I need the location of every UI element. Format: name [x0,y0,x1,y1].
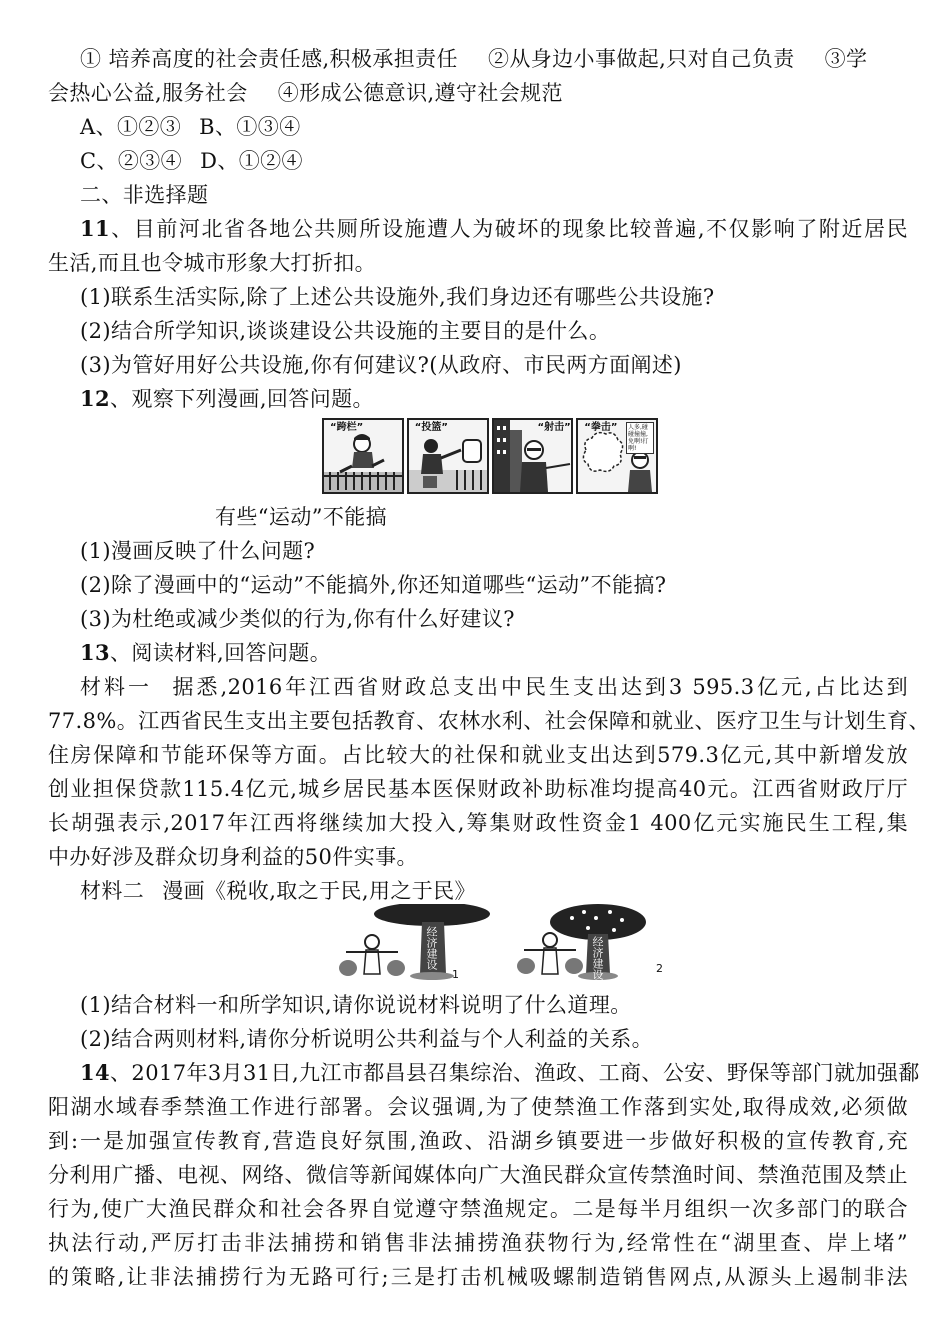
q13-m2 [80,876,908,906]
q12-sub3: (3)为杜绝或减少类似的行为,你有什么好建议? [80,607,515,631]
q14-line1 [80,1058,920,1088]
q13-sub1: (1)结合材料一和所学知识,请你说说材料说明了什么道理。 [80,993,632,1017]
q14-number: 14 [80,1060,111,1085]
comic-panel-shoot-label: “射击” [537,422,571,433]
q10-option-1: ① 培养高度的社会责任感,积极承担责任 [80,47,458,71]
q14-line3: 到:一是加强宣传教育,营造良好氛围,渔政、沿湖乡镇要进一步做好积极的宣传教育,充 [48,1129,908,1153]
q12-number: 12 [80,386,111,411]
q10-options-line2 [48,78,908,108]
q13-m1-line1 [80,672,908,702]
q13-material2-text: 漫画《税收,取之于民,用之于民》 [162,879,476,903]
q14-line5: 行为,使广大渔民群众和社会各界自觉遵守禁渔规定。二是每半月组织一次多部门的联合 [48,1197,908,1221]
q10-choice-c: C、②③④ [80,149,183,173]
tax-tree-cartoon-icon [332,904,668,984]
q13-material1-label: 材料一 [80,675,152,699]
q10-option-3-end: 会热心公益,服务社会 [48,81,248,105]
section-title: 二、非选择题 [80,183,209,207]
q13-material1-text: 据悉,2016年江西省财政总支出中民生支出达到3 595.3亿元,占比达到 [169,675,908,699]
tax-cartoon-figure-1: 1 [452,968,459,981]
q10-choice-a: A、①②③ [80,115,182,139]
comic-panel-box [576,418,658,494]
comic-panel-basket-label: “投篮” [414,422,448,433]
q13-material2-label: 材料二 [80,879,145,903]
q10-choices-row2 [80,146,908,176]
q11-sub2: (2)结合所学知识,谈谈建设公共设施的主要目的是什么。 [80,319,611,343]
q13-stem-text: 、阅读材料,回答问题。 [110,641,332,665]
q10-options-line1 [80,44,908,74]
q13-sub2: (2)结合两则材料,请你分析说明公共利益与个人利益的关系。 [80,1027,654,1051]
comic-panel-box-label: “拳击” [584,422,618,433]
q12-sub2: (2)除了漫画中的“运动”不能搞外,你还知道哪些“运动”不能搞? [80,573,667,597]
q10-choices-row1 [80,112,908,142]
q14-line7: 的策略,让非法捕捞行为无路可行;三是打击机械吸螺制造销售网点,从源头上遏制非法 [48,1265,908,1289]
q12-stem [80,384,908,414]
comic-panel-shoot [492,418,574,494]
q11-sub3: (3)为管好用好公共设施,你有何建议?(从政府、市民两方面阐述) [80,353,682,377]
q13-m1-line6: 中办好涉及群众切身利益的50件实事。 [48,845,418,869]
tax-cartoon-trunk-label-1: 经济建设 [425,926,438,970]
tax-cartoon [332,904,668,984]
q13-m1-line5: 长胡强表示,2017年江西将继续加大投入,筹集财政性资金1 400亿元实施民生工程,集 [48,811,908,835]
q10-option-4: ④形成公德意识,遵守社会规范 [277,81,563,105]
q13-m1-line3: 住房保障和节能环保等方面。占比较大的社保和就业支出达到579.3亿元,其中新增发放 [48,743,908,767]
q11-stem-line2: 生活,而且也令城市形象大打折扣。 [48,251,377,275]
q14-line4: 分利用广播、电视、网络、微信等新闻媒体向广大渔民群众宣传禁渔时间、禁渔范围及禁止 [48,1163,908,1187]
q13-number: 13 [80,640,111,665]
q10-choice-b: B、①③④ [199,115,301,139]
q11-number: 11 [80,216,111,241]
q13-m1-line4: 创业担保贷款115.4亿元,城乡居民基本医保财政补助标准均提高40元。江西省财政厅厅 [48,777,908,801]
q11-sub1: (1)联系生活实际,除了上述公共设施外,我们身边还有哪些公共设施? [80,285,715,309]
tax-cartoon-trunk-label-2: 经济建设 [591,936,604,980]
q14-line6: 执法行动,严厉打击非法捕捞和销售非法捕捞渔获物行为,经常性在“湖里查、岸上堵” [48,1231,908,1255]
q11-stem-text: 、目前河北省各地公共厕所设施遭人为破坏的现象比较普遍,不仅影响了附近居民 [110,217,908,241]
q13-stem [80,638,908,668]
comic-strip [322,418,658,494]
q10-choice-d: D、①②④ [200,149,303,173]
q12-sub1: (1)漫画反映了什么问题? [80,539,316,563]
q14-text-start: 、2017年3月31日,九江市都昌县召集综治、渔政、工商、公安、野保等部门就加强鄱 [110,1061,920,1085]
q14-line2: 阳湖水域春季禁渔工作进行部署。会议强调,为了使禁渔工作落到实处,取得成效,必须做 [48,1095,908,1119]
comic-panel-basket [407,418,489,494]
q10-option-3-start: ③学 [824,47,868,71]
q10-option-2: ②从身边小事做起,只对自己负责 [487,47,795,71]
q12-stem-text: 、观察下列漫画,回答问题。 [110,387,374,411]
comic-caption: 有些“运动”不能搞 [215,505,388,529]
comic-panel-box-note: 人多,碰碰撞撞,免啊!打啊! [626,422,654,454]
q11-stem-line1 [80,214,908,244]
q13-m1-line2: 77.8%。江西省民生支出主要包括教育、农林水利、社会保障和就业、医疗卫生与计划生育、 [48,709,930,733]
comic-panel-hurdle-label: “跨栏” [330,422,364,433]
tax-cartoon-figure-2: 2 [656,962,663,975]
comic-panel-hurdle [322,418,404,494]
